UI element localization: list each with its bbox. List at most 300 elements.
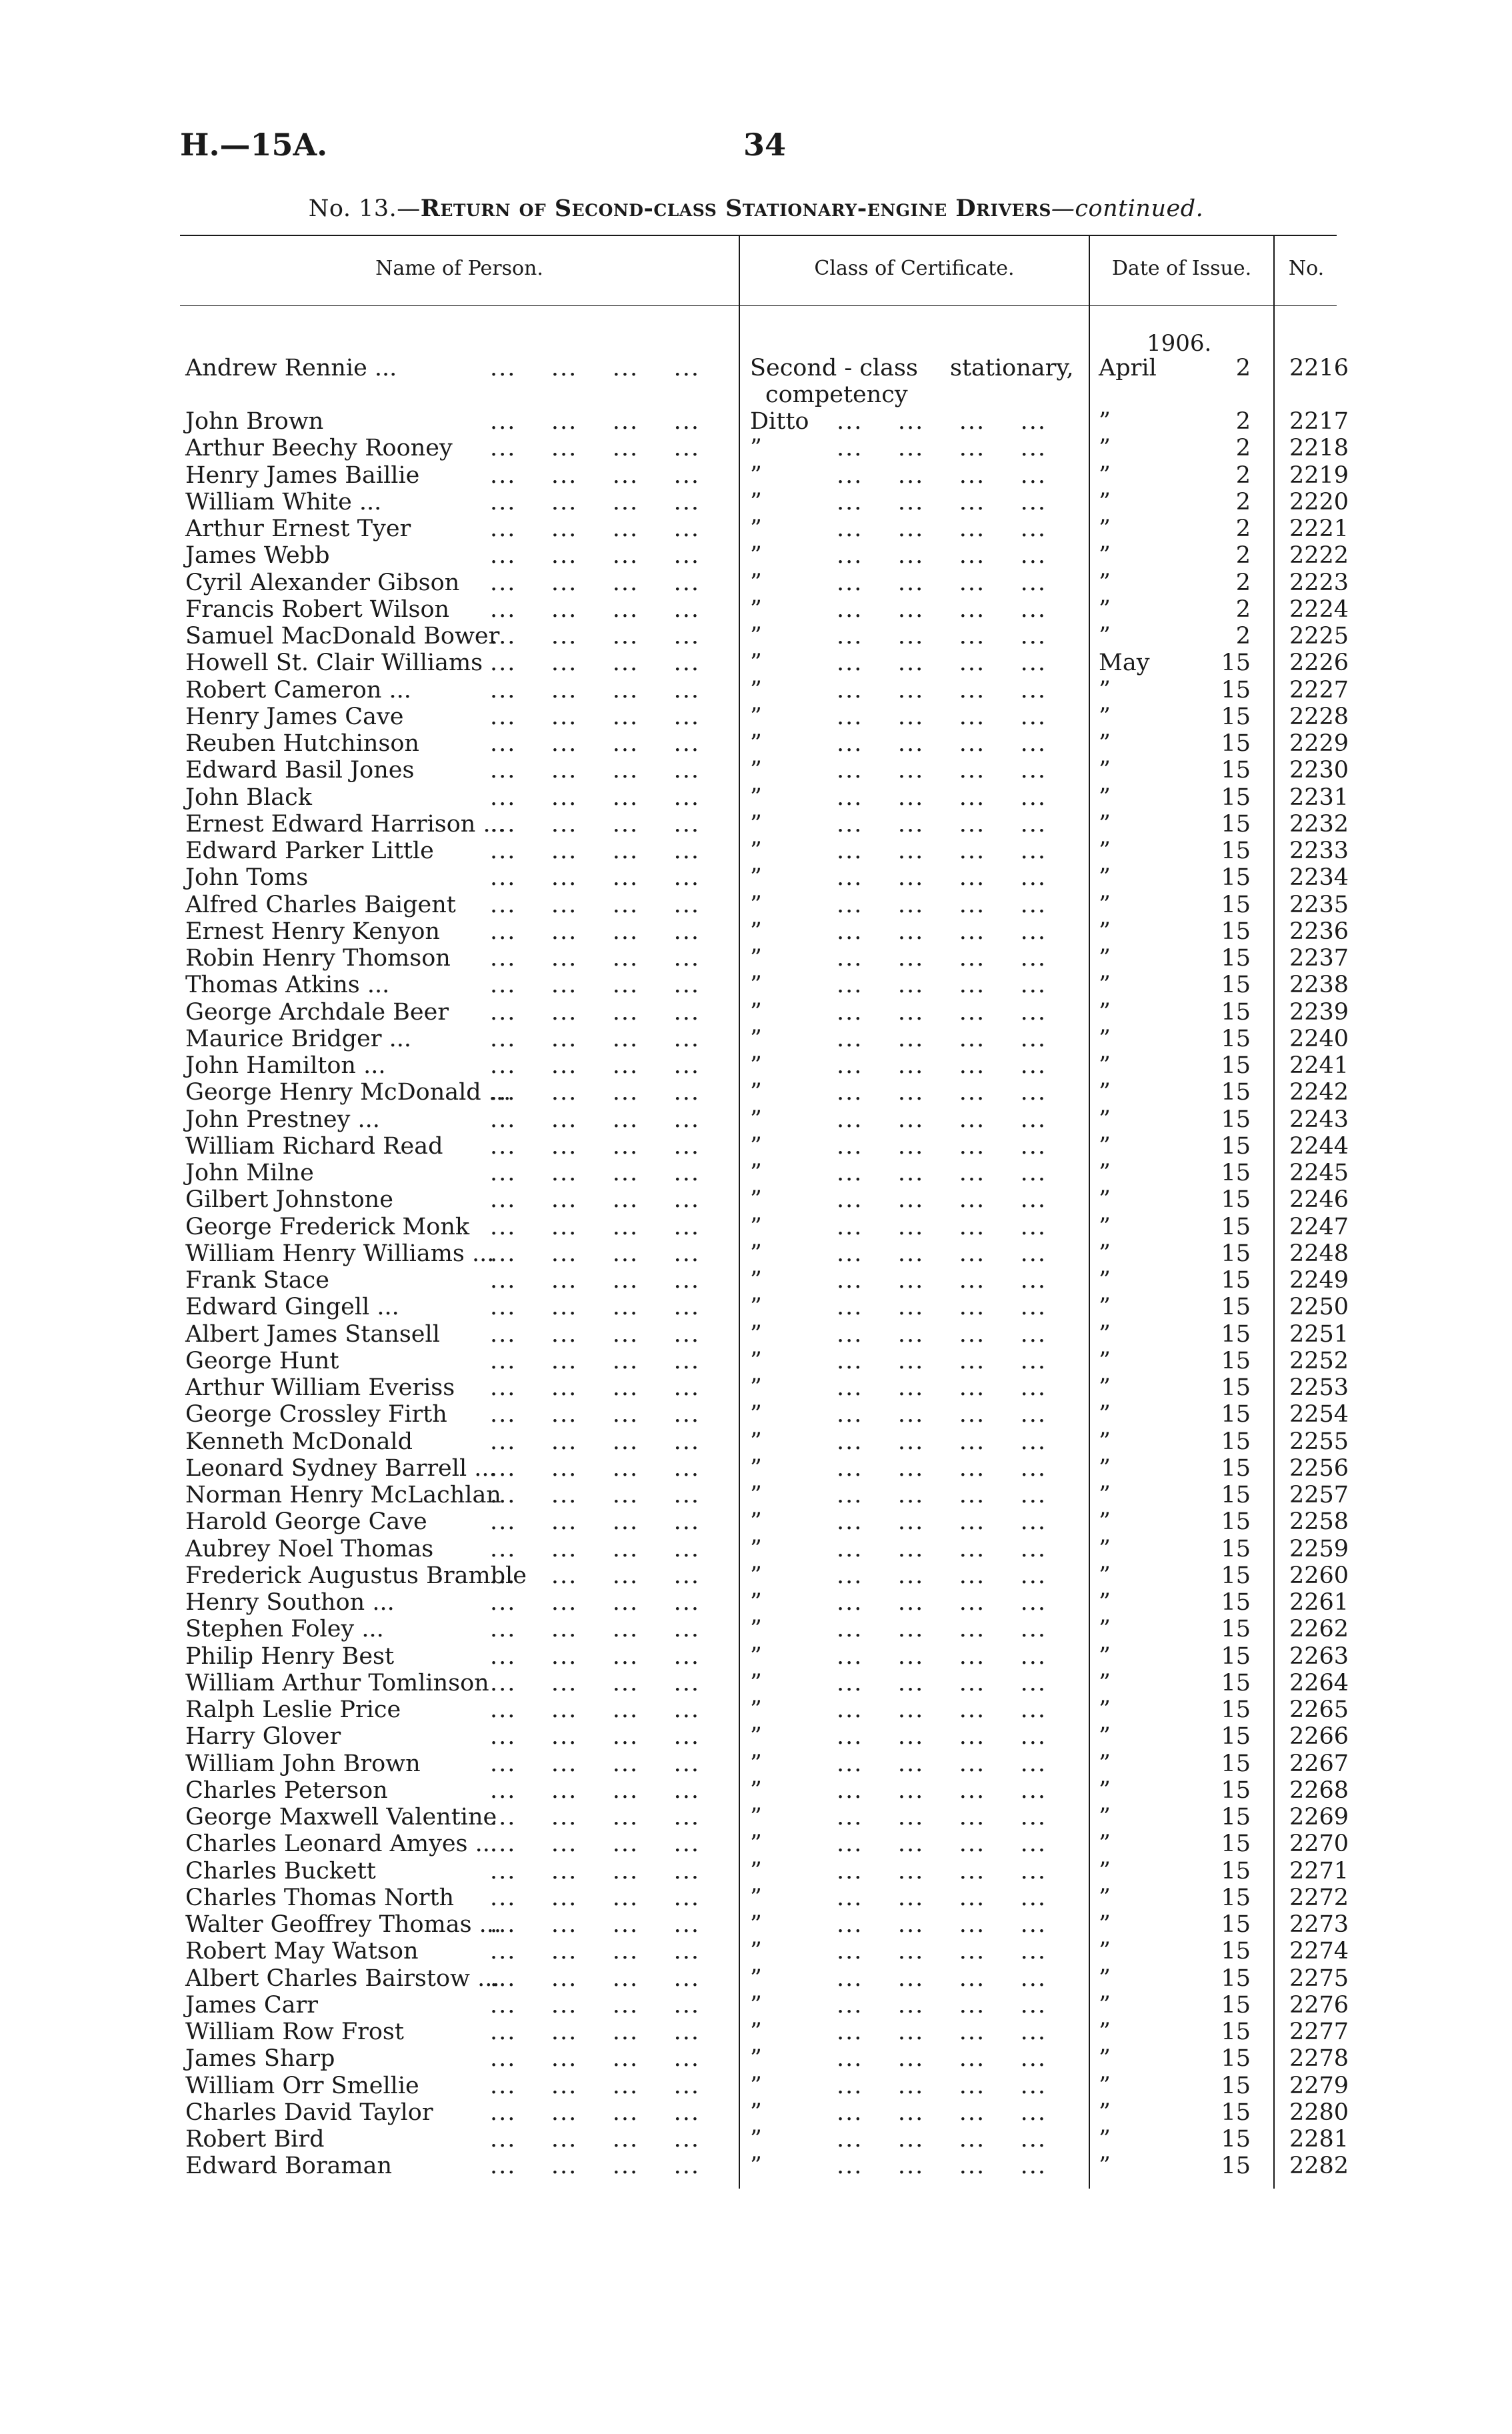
leader-dots: ... ... ... ... [490, 488, 701, 515]
leader-dots: ... ... ... ... [837, 2099, 1047, 2126]
certificate-number: 2256 [1289, 1454, 1349, 1482]
table-row [0, 864, 1512, 891]
certificate-number: 2219 [1289, 461, 1349, 489]
certificate-number: 2270 [1289, 1831, 1349, 1858]
table-row [0, 1482, 1512, 1508]
certificate-class: ” [750, 1186, 762, 1214]
table-row [0, 1079, 1512, 1106]
certificate-class: ” [750, 1454, 762, 1482]
certificate-number: 2278 [1289, 2045, 1349, 2073]
certificate-class: ” [750, 1508, 762, 1536]
table-row [0, 1267, 1512, 1294]
person-name: Robert May Watson [185, 1938, 419, 1965]
table-row [0, 1294, 1512, 1320]
certificate-class: ” [750, 1160, 762, 1186]
certificate-class: ” [750, 2126, 762, 2153]
issue-month: ” [1099, 569, 1111, 596]
leader-dots: ... ... ... ... [837, 1991, 1047, 2019]
leader-dots: ... ... ... ... [837, 2126, 1047, 2153]
issue-month: ” [1099, 703, 1111, 730]
table-row [0, 1106, 1512, 1133]
person-name: Leonard Sydney Barrell ... [185, 1454, 497, 1482]
certificate-number: 2243 [1289, 1106, 1349, 1133]
person-name: Walter Geoffrey Thomas ... [185, 1911, 502, 1938]
leader-dots: ... ... ... ... [837, 1938, 1047, 1965]
table-row [0, 1562, 1512, 1589]
issue-day: 2 [1235, 515, 1251, 542]
table-row [0, 1508, 1512, 1535]
leader-dots: ... ... ... ... [490, 1025, 701, 1052]
leader-dots: ... ... ... ... [490, 1911, 701, 1938]
table-row [0, 1643, 1512, 1670]
table-row [0, 2153, 1512, 2179]
certificate-class: ” [750, 1535, 762, 1562]
leader-dots: ... ... ... ... [837, 2153, 1047, 2180]
person-name: James Carr [185, 1991, 318, 2019]
leader-dots: ... ... ... ... [490, 2019, 701, 2045]
leader-dots: ... ... ... ... [837, 1267, 1047, 1294]
certificate-class: ” [750, 810, 762, 838]
person-name: John Prestney ... [185, 1106, 380, 1133]
person-name: Norman Henry McLachlan [185, 1482, 501, 1508]
person-name: Alfred Charles Baigent [185, 891, 456, 918]
issue-day: 15 [1221, 676, 1251, 704]
certificate-class: ” [750, 730, 762, 757]
issue-month: ” [1099, 435, 1111, 462]
leader-dots: ... ... ... ... [490, 1535, 701, 1562]
certificate-class: ” [750, 1616, 762, 1643]
certificate-number: 2221 [1289, 515, 1349, 542]
issue-day: 15 [1221, 1267, 1251, 1294]
issue-day: 15 [1221, 1669, 1251, 1696]
certificate-number: 2246 [1289, 1186, 1349, 1214]
person-name: Francis Robert Wilson [185, 595, 450, 623]
person-name: James Webb [185, 542, 330, 569]
issue-day: 15 [1221, 1991, 1251, 2019]
table-row [0, 569, 1512, 596]
issue-day: 15 [1221, 945, 1251, 972]
issue-month: ” [1099, 2153, 1111, 2180]
certificate-class: ” [750, 1750, 762, 1777]
issue-month: ” [1099, 1267, 1111, 1294]
certificate-class: ” [750, 623, 762, 650]
issue-month: ” [1099, 408, 1111, 435]
table-row [0, 1831, 1512, 1857]
leader-dots: ... ... ... ... [490, 676, 701, 704]
leader-dots: ... ... ... ... [490, 1857, 701, 1885]
certificate-number: 2253 [1289, 1374, 1349, 1401]
leader-dots: ... ... ... ... [837, 1723, 1047, 1750]
certificate-class: ” [750, 1938, 762, 1965]
issue-day: 15 [1221, 1535, 1251, 1562]
leader-dots: ... ... ... ... [837, 1562, 1047, 1589]
certificate-number: 2224 [1289, 595, 1349, 623]
person-name: John Hamilton ... [185, 1052, 386, 1079]
leader-dots: ... ... ... ... [490, 757, 701, 784]
issue-month: ” [1099, 1669, 1111, 1696]
leader-dots: ... ... ... ... [490, 945, 701, 972]
leader-dots: ... ... ... ... [837, 972, 1047, 999]
certificate-class: ” [750, 1804, 762, 1831]
issue-month: ” [1099, 784, 1111, 811]
table-row [0, 784, 1512, 811]
certificate-class: ” [750, 1723, 762, 1750]
certificate-number: 2263 [1289, 1642, 1349, 1670]
issue-day: 2 [1235, 461, 1251, 489]
table-row [0, 435, 1512, 461]
table-row [0, 2126, 1512, 2153]
leader-dots: ... ... ... ... [490, 1750, 701, 1777]
header-bottom-rule [180, 305, 1337, 306]
issue-month: ” [1099, 1240, 1111, 1267]
certificate-class: ” [750, 998, 762, 1026]
issue-month: ” [1099, 1482, 1111, 1508]
leader-dots: ... ... ... ... [490, 1428, 701, 1455]
person-name: Henry James Baillie [185, 461, 420, 489]
certificate-class: ” [750, 1562, 762, 1589]
certificate-number: 2272 [1289, 1884, 1349, 1911]
leader-dots: ... ... ... ... [490, 1079, 701, 1106]
table-row [0, 1401, 1512, 1428]
certificate-class: ” [750, 2045, 762, 2073]
person-name: William Arthur Tomlinson [185, 1669, 489, 1696]
certificate-class: ” [750, 1428, 762, 1455]
certificate-class: ” [750, 488, 762, 515]
person-name: Edward Basil Jones [185, 757, 415, 784]
issue-day: 15 [1221, 730, 1251, 757]
issue-month: ” [1099, 1831, 1111, 1858]
person-name: Edward Boraman [185, 2153, 393, 2180]
issue-month: ” [1099, 1160, 1111, 1186]
issue-month: ” [1099, 1991, 1111, 2019]
leader-dots: ... ... ... ... [490, 972, 701, 999]
leader-dots: ... ... ... ... [837, 2019, 1047, 2045]
leader-dots: ... ... ... ... [490, 1991, 701, 2019]
certificate-class: ” [750, 2099, 762, 2126]
leader-dots: ... ... ... ... [837, 1132, 1047, 1160]
certificate-number: 2271 [1289, 1857, 1349, 1885]
issue-day: 2 [1235, 542, 1251, 569]
issue-day: 15 [1221, 1428, 1251, 1455]
issue-month: ” [1099, 1508, 1111, 1536]
table-row [0, 677, 1512, 704]
person-name: Gilbert Johnstone [185, 1186, 393, 1214]
leader-dots: ... ... ... ... [490, 1052, 701, 1079]
issue-day: 15 [1221, 1320, 1251, 1348]
leader-dots: ... ... ... ... [837, 1079, 1047, 1106]
certificate-class: ” [750, 1052, 762, 1079]
person-name: James Sharp [185, 2045, 335, 2073]
person-name: Henry Southon ... [185, 1589, 395, 1616]
issue-month: ” [1099, 918, 1111, 945]
table-row [0, 918, 1512, 945]
certificate-class-continued: competency [765, 381, 908, 408]
table-row [0, 1616, 1512, 1642]
leader-dots: ... ... ... ... [490, 1616, 701, 1643]
leader-dots: ... ... ... ... [837, 784, 1047, 811]
issue-month: ” [1099, 1723, 1111, 1750]
issue-day: 15 [1221, 1213, 1251, 1240]
certificate-class: ” [750, 569, 762, 596]
leader-dots: ... ... ... ... [837, 1535, 1047, 1562]
issue-day: 15 [1221, 703, 1251, 730]
certificate-class-2: stationary, [950, 355, 1074, 381]
issue-month: ” [1099, 1132, 1111, 1160]
table-title-number: No. 13.— [308, 195, 421, 222]
person-name: Ernest Edward Harrison ... [185, 810, 505, 838]
certificate-number: 2222 [1289, 542, 1349, 569]
leader-dots: ... ... ... ... [490, 1240, 701, 1267]
table-row [0, 1240, 1512, 1267]
leader-dots: ... ... ... ... [837, 461, 1047, 489]
table-row [0, 2099, 1512, 2126]
leader-dots: ... ... ... ... [837, 2072, 1047, 2099]
issue-month: ” [1099, 1696, 1111, 1723]
certificate-class: ” [750, 1965, 762, 1992]
certificate-class: ” [750, 1669, 762, 1696]
table-row [0, 1938, 1512, 1965]
certificate-number: 2257 [1289, 1482, 1349, 1508]
leader-dots: ... ... ... ... [837, 488, 1047, 515]
certificate-number: 2267 [1289, 1750, 1349, 1777]
table-row-first [0, 355, 1512, 408]
person-name: George Maxwell Valentine [185, 1804, 497, 1831]
certificate-number: 2248 [1289, 1240, 1349, 1267]
person-name: Arthur Beechy Rooney [185, 435, 453, 462]
issue-day: 2 [1235, 623, 1251, 650]
issue-month: ” [1099, 757, 1111, 784]
person-name: Charles David Taylor [185, 2099, 433, 2126]
certificate-number: 2233 [1289, 838, 1349, 864]
leader-dots: ... ... ... ... [837, 864, 1047, 892]
certificate-number: 2231 [1289, 784, 1349, 811]
leader-dots: ... ... ... ... [837, 515, 1047, 542]
issue-day: 15 [1221, 2045, 1251, 2073]
person-name: Charles Leonard Amyes ... [185, 1831, 498, 1858]
leader-dots: ... ... ... ... [837, 1401, 1047, 1428]
leader-dots: ... ... ... ... [837, 2045, 1047, 2073]
issue-month: ” [1099, 810, 1111, 838]
certificate-class: ” [750, 1347, 762, 1374]
person-name: Frank Stace [185, 1267, 329, 1294]
certificate-class: ” [750, 945, 762, 972]
leader-dots: ... ... ... ... [490, 1831, 701, 1858]
certificate-class: ” [750, 650, 762, 677]
table-row [0, 623, 1512, 650]
issue-day: 15 [1221, 784, 1251, 811]
person-name: Samuel MacDonald Bower [185, 623, 500, 650]
issue-month: ” [1099, 1401, 1111, 1428]
issue-month: ” [1099, 1776, 1111, 1804]
certificate-number: 2279 [1289, 2072, 1349, 2099]
issue-month: ” [1099, 2045, 1111, 2073]
certificate-number: 2274 [1289, 1938, 1349, 1965]
issue-day: 15 [1221, 1106, 1251, 1133]
table-title-main: Return of Second-class Stationary-engine Drivers [420, 195, 1051, 222]
person-name: George Crossley Firth [185, 1401, 447, 1428]
issue-month: ” [1099, 542, 1111, 569]
table-row [0, 757, 1512, 784]
table-row [0, 515, 1512, 542]
certificate-number: 2282 [1289, 2153, 1349, 2180]
certificate-class: ” [750, 1884, 762, 1911]
person-name: Aubrey Noel Thomas [185, 1535, 434, 1562]
leader-dots: ... ... ... ... [490, 1642, 701, 1670]
leader-dots: ... ... ... ... [490, 1776, 701, 1804]
issue-month: ” [1099, 595, 1111, 623]
certificate-class: ” [750, 2072, 762, 2099]
leader-dots: ... ... ... ... [837, 1186, 1047, 1214]
table-row [0, 704, 1512, 730]
leader-dots: ... ... ... ... [490, 595, 701, 623]
leader-dots: ... ... ... ... [490, 1374, 701, 1401]
certificate-number: 2255 [1289, 1428, 1349, 1455]
table-top-rule [180, 235, 1337, 236]
issue-month: ” [1099, 2126, 1111, 2153]
person-name: Arthur Ernest Tyer [185, 515, 411, 542]
issue-month: ” [1099, 1106, 1111, 1133]
certificate-number: 2254 [1289, 1401, 1349, 1428]
issue-day: 15 [1221, 1240, 1251, 1267]
leader-dots: ... ... ... ... [837, 998, 1047, 1026]
issue-month: ” [1099, 461, 1111, 489]
table-row [0, 811, 1512, 838]
issue-day: 15 [1221, 1642, 1251, 1670]
person-name: Stephen Foley ... [185, 1616, 384, 1643]
leader-dots: ... ... ... ... [490, 569, 701, 596]
leader-dots: ... ... ... ... [490, 1562, 701, 1589]
certificate-number: 2235 [1289, 891, 1349, 918]
certificate-class: ” [750, 784, 762, 811]
certificate-number: 2232 [1289, 810, 1349, 838]
certificate-number: 2252 [1289, 1347, 1349, 1374]
certificate-number: 2273 [1289, 1911, 1349, 1938]
certificate-number: 2275 [1289, 1965, 1349, 1992]
leader-dots: ... ... ... ... [490, 784, 701, 811]
certificate-class: ” [750, 972, 762, 999]
issue-month: ” [1099, 1884, 1111, 1911]
issue-month: ” [1099, 1616, 1111, 1643]
leader-dots: ... ... ... ... [490, 1213, 701, 1240]
leader-dots: ... ... ... ... [490, 1723, 701, 1750]
leader-dots: ... ... ... ... [837, 1025, 1047, 1052]
certificate-number: 2276 [1289, 1991, 1349, 2019]
issue-month: ” [1099, 864, 1111, 892]
issue-month: ” [1099, 676, 1111, 704]
issue-day: 15 [1221, 864, 1251, 892]
person-name: Robert Bird [185, 2126, 325, 2153]
issue-day: 2 [1235, 488, 1251, 515]
certificate-number: 2220 [1289, 488, 1349, 515]
table-title-continued: —continued. [1051, 195, 1204, 222]
issue-month: ” [1099, 623, 1111, 650]
leader-dots: ... ... ... ... [490, 838, 701, 864]
certificate-class: ” [750, 435, 762, 462]
leader-dots: ... ... ... ... [490, 2072, 701, 2099]
issue-month: ” [1099, 1454, 1111, 1482]
certificate-class: ” [750, 1911, 762, 1938]
table-row [0, 945, 1512, 972]
certificate-class: ” [750, 864, 762, 892]
certificate-class: ” [750, 1857, 762, 1885]
issue-month: ” [1099, 1374, 1111, 1401]
column-header-name: Name of Person. [375, 257, 543, 280]
issue-month: ” [1099, 1938, 1111, 1965]
issue-day: 15 [1221, 1025, 1251, 1052]
certificate-class: ” [750, 1991, 762, 2019]
issue-month: ” [1099, 1186, 1111, 1214]
leader-dots: ... ... ... ... [837, 623, 1047, 650]
certificate-number: 2258 [1289, 1508, 1349, 1536]
person-name: William Richard Read [185, 1132, 443, 1160]
issue-month: ” [1099, 1589, 1111, 1616]
certificate-class: ” [750, 1240, 762, 1267]
issue-month: ” [1099, 2019, 1111, 2045]
table-row [0, 1321, 1512, 1348]
person-name: Henry James Cave [185, 703, 404, 730]
issue-day: 15 [1221, 1965, 1251, 1992]
certificate-class: ” [750, 757, 762, 784]
table-row [0, 1186, 1512, 1213]
table-row [0, 1965, 1512, 1992]
issue-day: 15 [1221, 1911, 1251, 1938]
leader-dots: ... ... ... ... [837, 1213, 1047, 1240]
person-name: Harold George Cave [185, 1508, 427, 1536]
leader-dots: ... ... ... ... [837, 1831, 1047, 1858]
leader-dots: ... ... ... ... [837, 1428, 1047, 1455]
certificate-class: ” [750, 1696, 762, 1723]
leader-dots: ... ... ... ... [490, 515, 701, 542]
leader-dots: ... ... ... ... [837, 703, 1047, 730]
issue-day: 15 [1221, 1132, 1251, 1160]
certificate-class: ” [750, 918, 762, 945]
issue-month: ” [1099, 2099, 1111, 2126]
person-name: Albert James Stansell [185, 1320, 440, 1348]
table-row [0, 730, 1512, 757]
certificate-number: 2225 [1289, 623, 1349, 650]
certificate-class: ” [750, 1213, 762, 1240]
certificate-class: ” [750, 1374, 762, 1401]
issue-day: 15 [1221, 2072, 1251, 2099]
issue-day: 15 [1221, 1804, 1251, 1831]
table-row [0, 1428, 1512, 1455]
certificate-class: ” [750, 1589, 762, 1616]
person-name: George Hunt [185, 1347, 339, 1374]
certificate-number: 2239 [1289, 998, 1349, 1026]
table-row [0, 1885, 1512, 1911]
person-name: Howell St. Clair Williams [185, 650, 483, 677]
issue-day: 15 [1221, 1616, 1251, 1643]
leader-dots: ... ... ... ... [837, 1857, 1047, 1885]
leader-dots: ... ... ... ... [490, 918, 701, 945]
issue-day: 15 [1221, 2153, 1251, 2180]
issue-month: ” [1099, 730, 1111, 757]
issue-month: ” [1099, 488, 1111, 515]
leader-dots: ... ... ... ... [490, 1669, 701, 1696]
certificate-class: ” [750, 1831, 762, 1858]
person-name: Charles Buckett [185, 1857, 376, 1885]
issue-day: 15 [1221, 1160, 1251, 1186]
leader-dots: ... ... ... ... [837, 1454, 1047, 1482]
leader-dots: ... ... ... ... [490, 2153, 701, 2180]
certificate-class: ” [750, 1294, 762, 1321]
leader-dots: ... ... ... ... [837, 1616, 1047, 1643]
leader-dots: ... ... ... ... [837, 1160, 1047, 1186]
leader-dots: ... ... ... ... [490, 1320, 701, 1348]
leader-dots: ... ... ... ... [837, 1911, 1047, 1938]
person-name: Maurice Bridger ... [185, 1025, 412, 1052]
certificate-number: 2237 [1289, 945, 1349, 972]
